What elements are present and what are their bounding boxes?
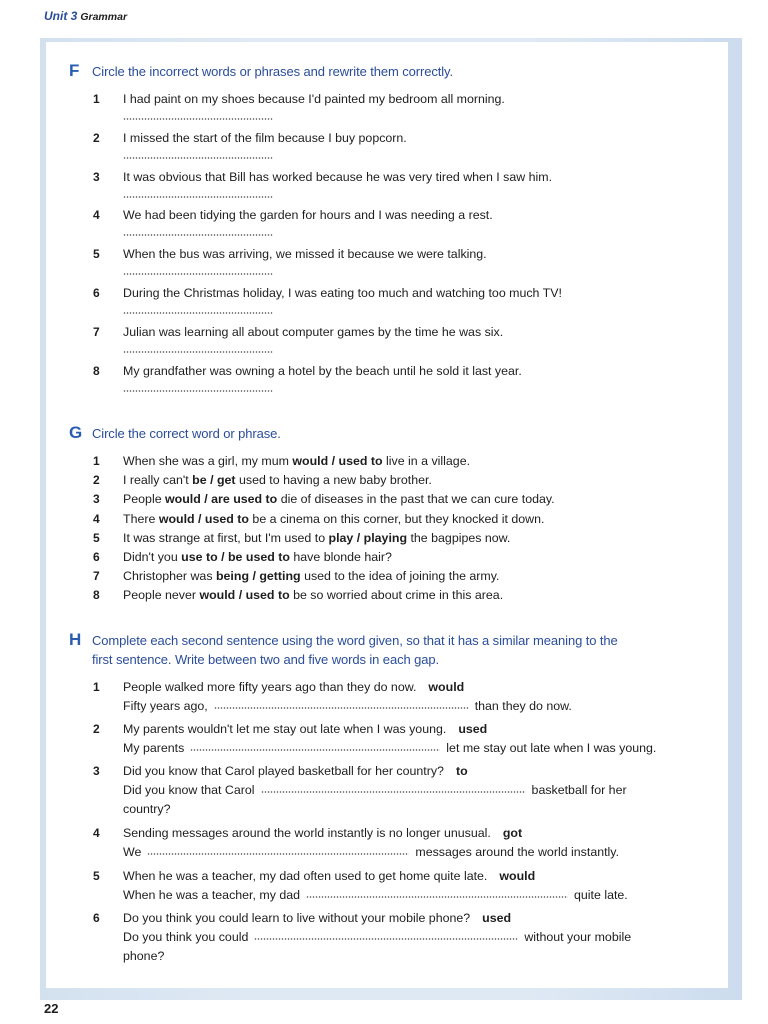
sentence-end: messages around the world instantly.	[415, 845, 620, 859]
first-sentence	[123, 826, 522, 840]
item-sentence	[123, 454, 470, 468]
answer-choices[interactable]: being / getting	[215, 569, 301, 584]
section-f-letter: F	[69, 61, 80, 80]
answer-line	[123, 351, 273, 353]
item-sentence	[123, 492, 555, 506]
item-number: 8	[93, 363, 100, 378]
item-number: 4	[93, 208, 100, 223]
sentence-end: the bagpipes now.	[407, 530, 511, 545]
sentence-end: used to having a new baby brother.	[235, 473, 432, 488]
item-sentence: Julian was learning all about computer games by the time he was six.	[123, 324, 504, 339]
second-sentence	[123, 888, 628, 902]
sentence-end: than they do now.	[474, 699, 572, 713]
key-word: would	[428, 680, 465, 694]
item-number: 7	[93, 324, 100, 339]
item-number: 5	[93, 869, 100, 883]
first-sentence	[123, 764, 468, 778]
item-number: 8	[93, 588, 100, 603]
sentence-start: When he was a teacher, my dad	[123, 888, 301, 902]
answer-gap[interactable]	[147, 853, 409, 855]
item-number: 1	[93, 454, 100, 468]
answer-choices[interactable]: use to / be used to	[181, 550, 290, 564]
item-sentence	[123, 531, 510, 545]
answer-line	[123, 157, 273, 159]
item-sentence: It was obvious that Bill has worked because he was very tired when I saw him.	[123, 169, 553, 184]
sentence-start: There	[123, 511, 159, 526]
second-sentence-continued: phone?	[123, 949, 165, 963]
answer-gap[interactable]	[254, 938, 518, 940]
answer-line	[123, 234, 273, 236]
sentence-text: Sending messages around the world instantly is no longer unusual.	[123, 826, 491, 840]
answer-choices[interactable]: would / used to	[199, 588, 290, 603]
sentence-start: Did you know that Carol	[123, 783, 255, 797]
sentence-text: Do you think you could learn to live without your mobile phone?	[123, 911, 471, 925]
item-number: 3	[93, 492, 100, 507]
second-sentence	[123, 845, 619, 859]
sentence-end: have blonde hair?	[289, 550, 392, 564]
item-number: 2	[93, 130, 100, 145]
answer-choices[interactable]: be / get	[192, 473, 236, 488]
section-g-letter: G	[69, 423, 83, 442]
answer-line	[123, 273, 273, 275]
second-sentence-continued: country?	[123, 802, 171, 816]
sentence-end: without your mobile	[524, 930, 632, 944]
first-sentence	[123, 722, 487, 736]
answer-choices[interactable]: play / playing	[328, 530, 408, 545]
sentence-start: Fifty years ago,	[123, 699, 208, 713]
answer-gap[interactable]	[214, 707, 469, 709]
sentence-end: live in a village.	[382, 454, 471, 468]
item-number: 2	[93, 722, 100, 736]
item-sentence: I missed the start of the film because I buy popcorn.	[123, 130, 407, 145]
sentence-start: Christopher was	[123, 569, 216, 584]
section-g-title: Circle the correct word or phrase.	[92, 426, 281, 441]
item-number: 7	[93, 569, 100, 584]
item-sentence	[123, 473, 432, 487]
first-sentence	[123, 869, 535, 883]
key-word: used	[482, 911, 512, 925]
section-f-title: Circle the incorrect words or phrases and rewrite them correctly.	[92, 64, 453, 79]
key-word: to	[455, 764, 468, 778]
item-number: 6	[93, 286, 100, 300]
sentence-start: Do you think you could	[123, 930, 249, 944]
item-sentence	[123, 512, 544, 526]
section-h-letter: H	[69, 630, 82, 649]
sentence-text: Did you know that Carol played basketball for her country?	[123, 764, 444, 778]
item-sentence: My grandfather was owning a hotel by the beach until he sold it last year.	[123, 363, 522, 378]
sentence-end: be a cinema on this corner, but they knocked it down.	[248, 511, 545, 526]
sentence-end: basketball for her	[531, 783, 627, 797]
unit-label: Unit 3	[44, 9, 78, 23]
topic-label: Grammar	[80, 11, 128, 23]
key-word: got	[502, 826, 523, 840]
answer-line	[123, 196, 273, 198]
item-sentence: We had been tidying the garden for hours and I was needing a rest.	[123, 208, 493, 223]
unit-header	[44, 9, 127, 23]
item-number: 2	[93, 473, 100, 488]
item-number: 4	[93, 826, 100, 840]
answer-choices[interactable]: would / are used to	[165, 492, 278, 507]
item-number: 5	[93, 247, 100, 262]
item-sentence: During the Christmas holiday, I was eating too much and watching too much TV!	[123, 286, 562, 300]
sentence-start: When she was a girl, my mum	[123, 454, 293, 468]
item-sentence: I had paint on my shoes because I'd painted my bedroom all morning.	[123, 92, 505, 106]
item-sentence: When the bus was arriving, we missed it because we were talking.	[123, 247, 487, 262]
item-number: 1	[93, 680, 100, 694]
sentence-start: My parents	[123, 741, 185, 755]
answer-line	[123, 312, 273, 314]
second-sentence	[123, 741, 656, 755]
item-number: 1	[93, 92, 100, 106]
sentence-end: quite late.	[574, 888, 628, 902]
sentence-start: We	[123, 845, 142, 859]
sentence-text: People walked more fifty years ago than they do now.	[123, 680, 417, 694]
first-sentence	[123, 911, 511, 925]
answer-line	[123, 118, 273, 120]
section-h-title-line2: first sentence. Write between two and five words in each gap.	[92, 652, 440, 667]
answer-gap[interactable]	[190, 749, 440, 751]
sentence-start: It was strange at first, but I'm used to	[123, 530, 329, 545]
section-h-title-line1: Complete each second sentence using the word given, so that it has a similar meaning to the	[92, 633, 618, 648]
answer-gap[interactable]	[261, 791, 526, 793]
item-sentence	[123, 569, 499, 583]
item-number: 4	[93, 511, 100, 526]
item-number: 3	[93, 169, 100, 184]
answer-line	[123, 390, 273, 392]
sentence-end: die of diseases in the past that we can cure today.	[277, 492, 555, 507]
answer-choices[interactable]: would / used to	[158, 511, 249, 526]
first-sentence	[123, 680, 464, 694]
sentence-start: People	[123, 492, 166, 507]
key-word: used	[458, 722, 488, 736]
sentence-end: let me stay out late when I was young.	[446, 741, 657, 755]
sentence-start: I really can't	[123, 473, 193, 488]
sentence-end: used to the idea of joining the army.	[300, 569, 500, 584]
sentence-end: be so worried about crime in this area.	[289, 588, 504, 603]
item-sentence	[123, 550, 392, 564]
key-word: would	[499, 869, 536, 883]
sentence-text: My parents wouldn't let me stay out late when I was young.	[123, 722, 447, 736]
page-number: 22	[44, 1001, 59, 1016]
item-sentence	[123, 588, 503, 602]
item-number: 5	[93, 530, 100, 545]
second-sentence	[123, 930, 631, 944]
answer-choices[interactable]: would / used to	[292, 454, 383, 468]
answer-gap[interactable]	[306, 896, 568, 898]
item-number: 3	[93, 764, 100, 778]
item-number: 6	[93, 911, 100, 925]
sentence-text: When he was a teacher, my dad often used to get home quite late.	[123, 869, 488, 883]
item-number: 6	[93, 550, 100, 564]
second-sentence	[123, 699, 572, 713]
sentence-start: People never	[123, 588, 200, 603]
sentence-start: Didn't you	[123, 550, 182, 564]
second-sentence	[123, 783, 627, 797]
